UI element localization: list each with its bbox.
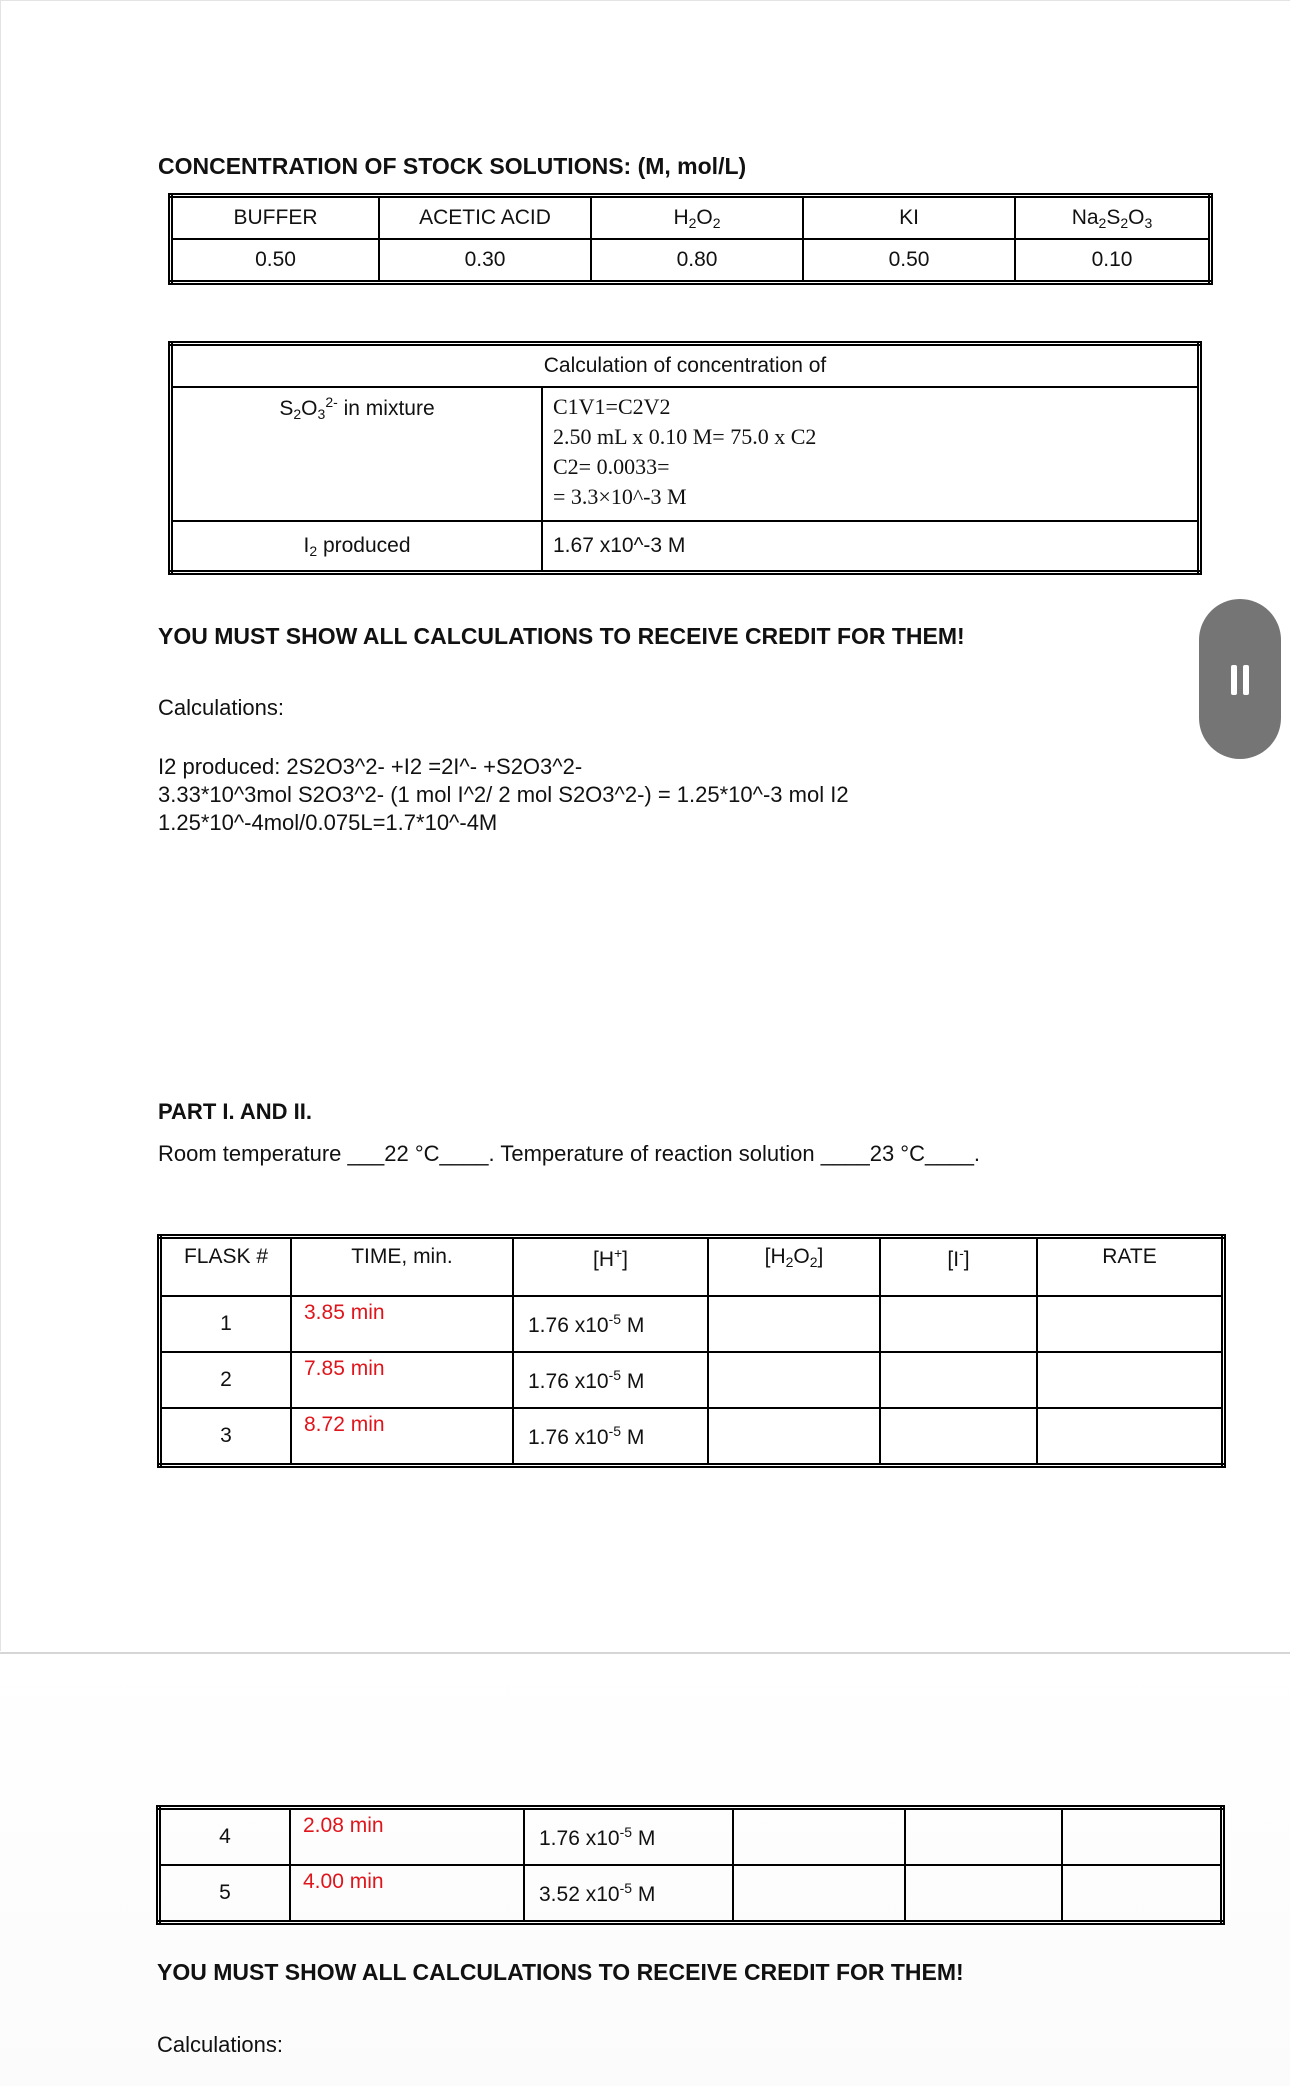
header-iodide: [I-] (880, 1237, 1037, 1297)
rate-cell (1062, 1865, 1223, 1923)
value-h2o2: 0.80 (591, 239, 803, 283)
h2o2-cell (708, 1296, 880, 1352)
header-h2o2: $H_2O_2$ (591, 196, 803, 240)
table-row (171, 196, 1211, 240)
calc-line: = 3.3×10^-3 M (553, 484, 687, 509)
notice-text-2: YOU MUST SHOW ALL CALCULATIONS TO RECEIVE CREDIT FOR THEM! (157, 1959, 964, 1985)
stock-solutions-table (168, 193, 1213, 285)
value-ki: 0.50 (803, 239, 1015, 283)
rate-cell (1037, 1352, 1224, 1408)
time-value: 8.72 min (291, 1408, 513, 1466)
rate-cell (1062, 1808, 1223, 1866)
iodide-cell (905, 1865, 1062, 1923)
h-value: 3.52 $x10^{-5}$ M (524, 1865, 733, 1923)
calc-line: C2= 0.0033= (553, 454, 670, 479)
iodide-cell (880, 1408, 1037, 1466)
calc-header: Calculation of concentration of (171, 344, 1200, 388)
s2o3-calculation (542, 387, 1200, 521)
document-page-2 (0, 1652, 1290, 2086)
table-row (171, 239, 1211, 283)
header-rate: RATE (1037, 1237, 1224, 1297)
rate-cell (1037, 1296, 1224, 1352)
calculation-lines (158, 753, 849, 837)
flask-number: 3 (160, 1408, 292, 1466)
concentration-calc-table (168, 341, 1202, 575)
stock-title: CONCENTRATION OF STOCK SOLUTIONS: (M, mol/L) (158, 153, 747, 179)
h-value: 1.76 $x10^{-5}$ M (524, 1808, 733, 1866)
header-ki: KI (803, 196, 1015, 240)
header-h2o2: $[H_2O_2]$ (708, 1237, 880, 1297)
calc-line: C1V1=C2V2 (553, 394, 671, 419)
h2o2-cell (708, 1352, 880, 1408)
reaction-temp-value: 23 °C (869, 1141, 925, 1166)
calculations-label: Calculations: (158, 695, 284, 720)
iodide-cell (880, 1296, 1037, 1352)
time-value: 7.85 min (291, 1352, 513, 1408)
value-na2s2o3: 0.10 (1015, 239, 1211, 283)
table-row (159, 1865, 1223, 1923)
table-row (160, 1237, 1224, 1297)
calculation-line: 1.25*10^-4mol/0.075L=1.7*10^-4M (158, 810, 498, 835)
calc-line: 2.50 mL x 0.10 M= 75.0 x C2 (553, 424, 817, 449)
part-title: PART I. AND II. (158, 1099, 312, 1124)
value-acetic-acid: 0.30 (379, 239, 591, 283)
notice-text: YOU MUST SHOW ALL CALCULATIONS TO RECEIVE CREDIT FOR THEM! (158, 623, 965, 649)
flask-number: 2 (160, 1352, 292, 1408)
header-h-plus: [H+] (513, 1237, 708, 1297)
h2o2-cell (708, 1408, 880, 1466)
table-row (159, 1808, 1223, 1866)
header-acetic-acid: ACETIC ACID (379, 196, 591, 240)
flask-table-continued (156, 1805, 1225, 1925)
calculation-line: 3.33*10^3mol S2O3^2- (1 mol I^2/ 2 mol S2O3^2-) = 1.25*10^-3 mol I2 (158, 782, 849, 807)
table-row (160, 1352, 1224, 1408)
h2o2-cell (733, 1808, 905, 1866)
h2o2-cell (733, 1865, 905, 1923)
flask-number: 1 (160, 1296, 292, 1352)
calculation-line: I2 produced: 2S2O3^2- +I2 =2I^- +S2O3^2- (158, 754, 583, 779)
room-temp-label: Room temperature (158, 1141, 342, 1166)
h-value: 1.76 $x10^{-5}$ M (513, 1296, 708, 1352)
header-time: TIME, min. (291, 1237, 513, 1297)
flask-table (157, 1234, 1226, 1468)
reaction-temp-label: Temperature of reaction solution (500, 1141, 815, 1166)
calculations-label-2: Calculations: (157, 2032, 283, 2057)
header-na2s2o3: $Na_2S_2O_3$ (1015, 196, 1211, 240)
time-value: 2.08 min (290, 1808, 524, 1866)
i2-value: 1.67 x10^-3 M (542, 521, 1200, 573)
iodide-cell (905, 1808, 1062, 1866)
value-buffer: 0.50 (171, 239, 380, 283)
table-row (160, 1408, 1224, 1466)
time-value: 4.00 min (290, 1865, 524, 1923)
s2o3-label: $S_2O_3^{2-}$ in mixture (171, 387, 543, 521)
time-value: 3.85 min (291, 1296, 513, 1352)
rate-cell (1037, 1408, 1224, 1466)
h-value: 1.76 $x10^{-5}$ M (513, 1408, 708, 1466)
temperature-line: Room temperature ___22 °C____. Temperature of reaction solution ____23 °C____. (158, 1141, 981, 1166)
i2-label: $I_2$ produced (171, 521, 543, 573)
iodide-cell (880, 1352, 1037, 1408)
table-row (160, 1296, 1224, 1352)
room-temp-value: 22 °C (384, 1141, 440, 1166)
h-value: 1.76 $x10^{-5}$ M (513, 1352, 708, 1408)
flask-number: 5 (159, 1865, 291, 1923)
scrollbar-handle[interactable] (1199, 599, 1281, 759)
table-row (171, 387, 1200, 521)
header-flask: FLASK # (160, 1237, 292, 1297)
table-row (171, 521, 1200, 573)
header-buffer: BUFFER (171, 196, 380, 240)
table-row (171, 344, 1200, 388)
flask-number: 4 (159, 1808, 291, 1866)
